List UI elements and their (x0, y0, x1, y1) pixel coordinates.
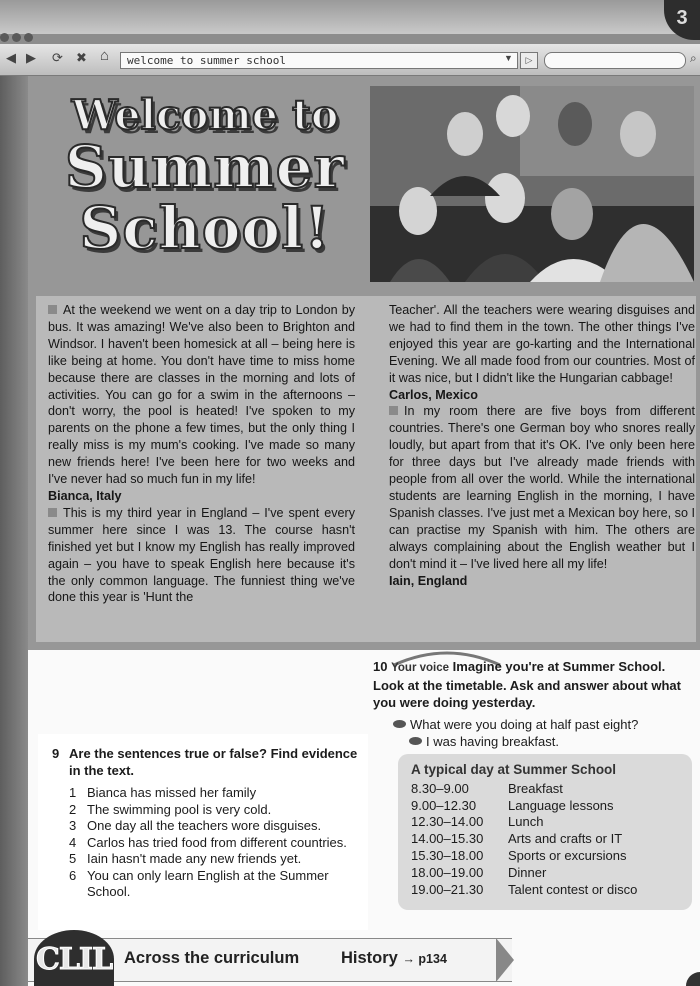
unit-badge: 3 (664, 0, 700, 40)
students-group-photo (370, 86, 694, 282)
window-controls[interactable] (0, 33, 33, 42)
paragraph-marker-icon (48, 305, 57, 314)
title-line-2: Summer (64, 133, 346, 202)
list-item: 4 Carlos has tried food from different countries. (69, 834, 347, 850)
speech-bubble-icon (393, 720, 406, 728)
article-paragraph: This is my third year in England – I've spent every summer here since I was 13. The course hasn't finished yet but I know my English has really improved again – you have to speak English here because it's the only common language. The funniest thing we've done this year is 'Hunt the (48, 505, 355, 605)
table-row: 19.00–21.30 Talent contest or disco (411, 881, 638, 897)
paragraph-marker-icon (48, 508, 57, 517)
article-column-1 (48, 302, 355, 606)
exercise-9 (52, 746, 362, 901)
stop-icon[interactable]: ✖ (76, 50, 87, 65)
page-reference: → p134 (402, 952, 447, 966)
example-dialogue (373, 716, 695, 750)
page-top-edge (0, 0, 700, 34)
address-bar[interactable]: welcome to summer school (120, 52, 518, 69)
table-row: 9.00–12.30 Language lessons (411, 797, 614, 813)
dialogue-answer: I was having breakfast. (409, 733, 695, 750)
list-item: 2 The swimming pool is very cold. (69, 801, 272, 817)
search-input[interactable] (544, 52, 686, 69)
author-signature: Carlos, Mexico (389, 387, 478, 402)
title-line-1: Welcome to (71, 91, 339, 139)
banner-arrow-icon (496, 938, 514, 982)
title-line-3: School! (79, 193, 331, 262)
back-arrow-icon[interactable]: ◀ (6, 50, 16, 65)
table-row: 18.00–19.00 Dinner (411, 864, 547, 880)
clil-subject-link[interactable]: History → p134 (341, 949, 447, 967)
table-row: 12.30–14.00 Lunch (411, 814, 544, 830)
paragraph-marker-icon (389, 406, 398, 415)
home-icon[interactable]: ⌂ (100, 47, 110, 64)
search-icon[interactable]: ⌕ (690, 51, 697, 65)
list-item: 1 Bianca has missed her family (69, 785, 257, 800)
timetable-title: A typical day at Summer School (411, 762, 617, 777)
article-paragraph: At the weekend we went on a day trip to London by bus. It was amazing! We've also been to Brighton and Windsor. I haven't been homesick at all – being here is like being at home. You don't have time to miss home because there are classes in the morning and lots of activities. You can go for a swim in the afternoons – don't worry, the pool is heated! I've spoken to my parents on the phone a few times, but the only thing I really miss is my mum's cooking. I've made so many new friends here! I've been here for two weeks and I've never had so much fun in my life! (48, 303, 355, 487)
timetable (398, 754, 692, 910)
exercise-number: 10 (373, 659, 388, 674)
exercise-question: 10 Your voice Imagine you're at Summer School. Look at the timetable. Ask and answer about what you were doing yesterday. (373, 659, 681, 711)
article-paragraph: Teacher'. All the teachers were wearing disguises and we had to find them in the town. The other things I've enjoyed this year are go-karting and the International Evening. We all made food from our countries. Most of it was nice, but I didn't like the Hungarian cabbage! (389, 303, 695, 385)
exercise-10 (373, 658, 695, 750)
list-item: 6 You can only learn English at the Summer School. (69, 867, 329, 899)
table-row: 15.30–18.00 Sports or excursions (411, 847, 627, 863)
speech-bubble-icon (409, 737, 422, 745)
page-gutter (0, 76, 28, 986)
address-dropdown-icon[interactable]: ▼ (504, 53, 513, 63)
author-signature: Bianca, Italy (48, 488, 122, 503)
clil-logo: CLIL (34, 930, 114, 986)
table-row: 8.30–9.00 Breakfast (411, 780, 563, 796)
dialogue-question: What were you doing at half past eight? (393, 716, 695, 733)
exercise-question: Are the sentences true or false? Find evidence in the text. (69, 746, 358, 778)
page-title (46, 91, 364, 262)
list-item: 5 Iain hasn't made any new friends yet. (69, 851, 302, 866)
clil-label: Across the curriculum (124, 949, 300, 967)
table-row: 14.00–15.30 Arts and crafts or IT (411, 831, 623, 847)
your-voice-label: Your voice (391, 662, 450, 674)
refresh-icon[interactable]: ⟳ (52, 50, 63, 65)
exercise-number: 9 (52, 746, 60, 761)
article-paragraph: In my room there are five boys from different countries. There's one German boy who snores really loudly, but apart from that it's OK. I've only been here for three days but I've already made friends with people from all over the world. While the international students are learning English in the morning, I have Spanish classes. I've just met a Mexican boy here, so I can practise my Spanish with him. The others are always complaining about the English weather but I don't mind it – I've lived here all my life! (389, 404, 695, 571)
go-button[interactable]: ▷ (520, 52, 538, 69)
forward-arrow-icon[interactable]: ▶ (26, 50, 36, 65)
list-item: 3 One day all the teachers wore disguises. (69, 818, 322, 833)
statement-list (69, 785, 362, 901)
article-column-2 (389, 302, 695, 589)
author-signature: Iain, England (389, 573, 468, 588)
